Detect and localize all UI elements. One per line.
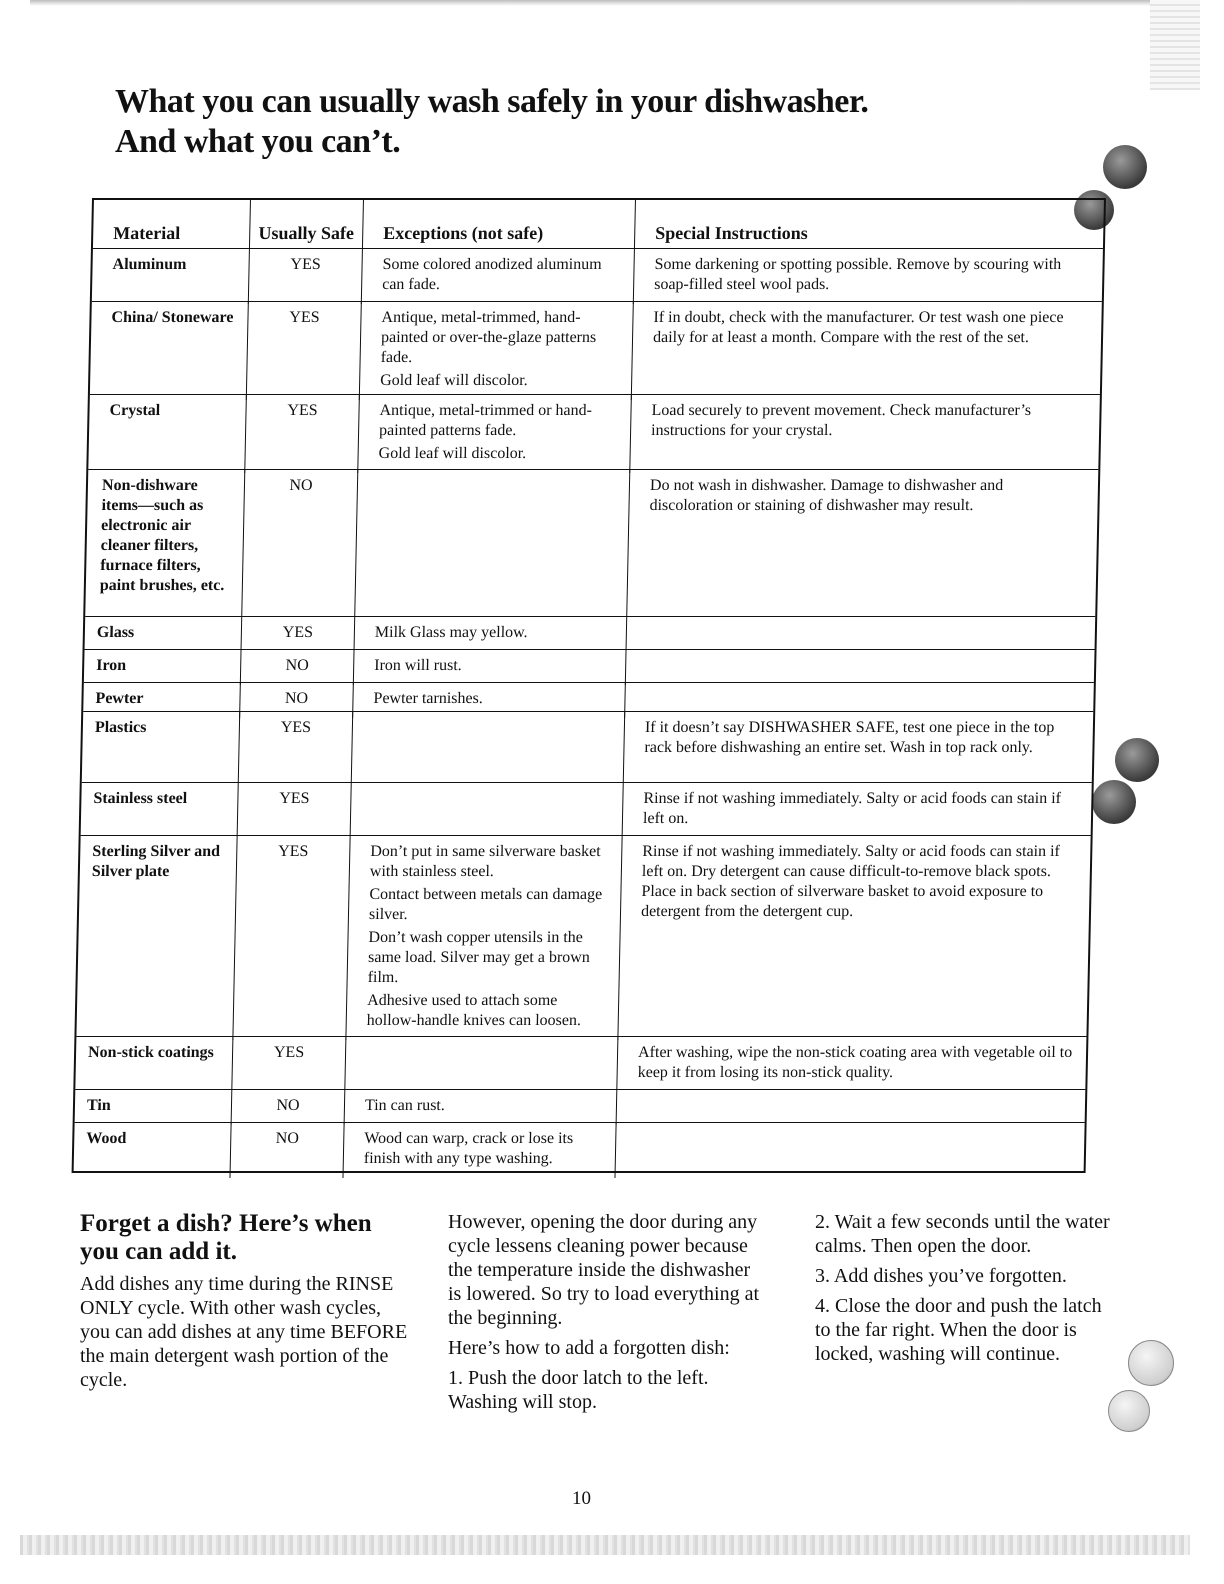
- material-cell: Non-stick coatings: [75, 1037, 233, 1089]
- punch-hole-4: [1092, 780, 1136, 824]
- safe-cell: NO: [241, 650, 355, 685]
- dishwasher-safety-table: [72, 198, 1106, 1173]
- scan-edge-right: [1150, 0, 1200, 90]
- forget-dish-howto: Here’s how to add a forgotten dish:: [448, 1337, 730, 1359]
- exception-text: Tin can rust.: [364, 1097, 446, 1114]
- exceptions-cell: [354, 617, 627, 652]
- material-cell: Glass: [84, 617, 242, 652]
- scan-edge-bottom: [20, 1535, 1190, 1555]
- exceptions-cell: [352, 712, 625, 782]
- punch-hole-3: [1115, 738, 1159, 782]
- forget-dish-step-3: 3. Add dishes you’ve forgotten.: [815, 1265, 1067, 1287]
- forget-dish-step-4: 4. Close the door and push the latch to the far right. When the door is locked, washing will continue.: [815, 1295, 1102, 1365]
- material-cell: Crystal: [88, 395, 247, 473]
- table-header-row: [93, 200, 1104, 249]
- exceptions-cell: [343, 1123, 616, 1178]
- material-cell: Tin: [75, 1090, 233, 1125]
- exception-text: Gold leaf will discolor.: [378, 445, 527, 462]
- material-cell: Stainless steel: [81, 783, 239, 835]
- table-row: [83, 683, 1094, 712]
- safe-cell: YES: [249, 249, 363, 304]
- table-row: [90, 302, 1102, 395]
- table-row: [81, 783, 1092, 836]
- instructions-cell: Rinse if not washing immediately. Salty or acid foods can stain if left on. Dry detergent can cause difficult-to-remove black spots. Place in back section of silverware basket to avoid exposure to detergent from the detergent cup.: [640, 843, 1061, 920]
- safe-cell: YES: [239, 712, 353, 782]
- table-row: [84, 650, 1095, 683]
- table-row: [76, 836, 1090, 1037]
- instructions-cell: Rinse if not washing immediately. Salty or acid foods can stain if left on.: [642, 790, 1062, 827]
- instructions-cell: After washing, wipe the non-stick coating area with vegetable oil to keep it from losing its non-stick quality.: [637, 1044, 1073, 1081]
- exception-text: Iron will rust.: [374, 657, 462, 674]
- instructions-cell: [626, 617, 1095, 652]
- material-cell: Non-dishware items—such as electronic air cleaner filters, furnace filters, paint brushes, etc.: [85, 470, 245, 616]
- forget-dish-heading: Forget a dish? Here’s when you can add it.: [80, 1210, 372, 1265]
- exception-text: Some colored anodized aluminum can fade.: [382, 256, 602, 293]
- safe-cell: NO: [240, 683, 354, 718]
- exceptions-cell: [354, 650, 627, 685]
- title-line-2: And what you can’t.: [115, 123, 401, 160]
- exceptions-cell: [346, 836, 622, 1040]
- exceptions-cell: [345, 1090, 618, 1125]
- exception-text: Antique, metal-trimmed, hand-painted or over-the-glaze patterns fade.: [380, 309, 597, 366]
- forget-dish-intro: Add dishes any time during the RINSE ONLY cycle. With other wash cycles, you can add dishes at any time BEFORE the main detergent wash portion of the cycle.: [80, 1273, 408, 1391]
- instructions-cell: Do not wash in dishwasher. Damage to dishwasher and discoloration or staining of dishwasher may result.: [649, 477, 1004, 514]
- safe-cell: YES: [245, 395, 360, 473]
- table-row: [88, 395, 1100, 470]
- material-cell: China/ Stoneware: [90, 302, 249, 400]
- instructions-cell: Load securely to prevent movement. Check manufacturer’s instructions for your crystal.: [650, 402, 1032, 439]
- table-row: [75, 1037, 1086, 1090]
- instructions-cell: [615, 1123, 1084, 1178]
- instructions-cell: [617, 1090, 1086, 1125]
- exceptions-cell: [345, 1037, 618, 1089]
- forget-dish-however: However, opening the door during any cycle lessens cleaning power because the temperature inside the dishwasher is lowered. So try to load everything at the beginning.: [448, 1211, 760, 1329]
- punch-hole-1: [1103, 145, 1147, 189]
- material-cell: Sterling Silver and Silver plate: [76, 836, 237, 1040]
- forget-dish-column-1: [80, 1210, 410, 1398]
- exception-text: Pewter tarnishes.: [373, 690, 484, 707]
- header-material: Material: [93, 200, 251, 248]
- safe-cell: YES: [247, 302, 362, 400]
- scan-edge-top: [30, 0, 1150, 6]
- exception-text: Don’t put in same silverware basket with stainless steel.: [369, 843, 601, 880]
- exception-text: Gold leaf will discolor.: [379, 372, 528, 389]
- forget-dish-column-2: [448, 1210, 768, 1420]
- page-number: 10: [572, 1488, 591, 1509]
- safe-cell: YES: [238, 783, 352, 835]
- safe-cell: YES: [232, 1037, 346, 1089]
- exceptions-cell: [358, 395, 632, 473]
- exception-text: Milk Glass may yellow.: [374, 624, 528, 641]
- table-row: [85, 470, 1098, 617]
- material-cell: Aluminum: [92, 249, 250, 304]
- exceptions-cell: [360, 302, 634, 400]
- header-usually-safe: Usually Safe: [250, 200, 364, 248]
- safe-cell: YES: [233, 836, 350, 1040]
- header-exceptions: Exceptions (not safe): [363, 200, 636, 248]
- safe-cell: NO: [232, 1090, 346, 1125]
- punch-hole-5: [1128, 1340, 1174, 1386]
- forget-dish-step-2: 2. Wait a few seconds until the water calms. Then open the door.: [815, 1211, 1110, 1257]
- forget-dish-step-1: 1. Push the door latch to the left. Washing will stop.: [448, 1367, 709, 1413]
- table-row: [85, 617, 1096, 650]
- safe-cell: NO: [230, 1123, 344, 1178]
- material-cell: Wood: [73, 1123, 231, 1178]
- exception-text: Antique, metal-trimmed or hand-painted patterns fade.: [378, 402, 593, 439]
- exception-text: Wood can warp, crack or lose its finish with any type washing.: [363, 1130, 574, 1167]
- page-title: [115, 82, 868, 162]
- material-cell: Pewter: [83, 683, 241, 718]
- instructions-cell: If it doesn’t say DISHWASHER SAFE, test one piece in the top rack before dishwashing an entire set. Wash in top rack only.: [644, 719, 1055, 756]
- header-special-instructions: Special Instructions: [655, 223, 809, 243]
- exceptions-cell: [351, 783, 624, 835]
- table-row: [75, 1090, 1086, 1123]
- safe-cell: YES: [241, 617, 355, 652]
- table-row: [74, 1123, 1085, 1171]
- safe-cell: NO: [242, 470, 358, 616]
- material-cell: Plastics: [82, 712, 240, 782]
- instructions-cell: Some darkening or spotting possible. Remove by scouring with soap-filled steel wool pads.: [654, 256, 1062, 293]
- punch-hole-6: [1108, 1390, 1150, 1432]
- exception-text: Don’t wash copper utensils in the same load. Silver may get a brown film.: [367, 929, 590, 986]
- instructions-cell: [626, 650, 1095, 685]
- table-row: [92, 249, 1103, 302]
- instructions-cell: If in doubt, check with the manufacturer. Or test wash one piece daily for at least a month. Compare with the rest of the set.: [652, 309, 1064, 346]
- title-line-1: What you can usually wash safely in your dishwasher.: [115, 83, 869, 120]
- forget-dish-column-3: [815, 1210, 1115, 1372]
- exception-text: Adhesive used to attach some hollow-handle knives can loosen.: [366, 992, 582, 1029]
- exceptions-cell: [362, 249, 635, 304]
- table-row: [82, 712, 1093, 783]
- material-cell: Iron: [84, 650, 242, 685]
- exception-text: Contact between metals can damage silver.: [368, 886, 603, 923]
- exceptions-cell: [355, 470, 630, 616]
